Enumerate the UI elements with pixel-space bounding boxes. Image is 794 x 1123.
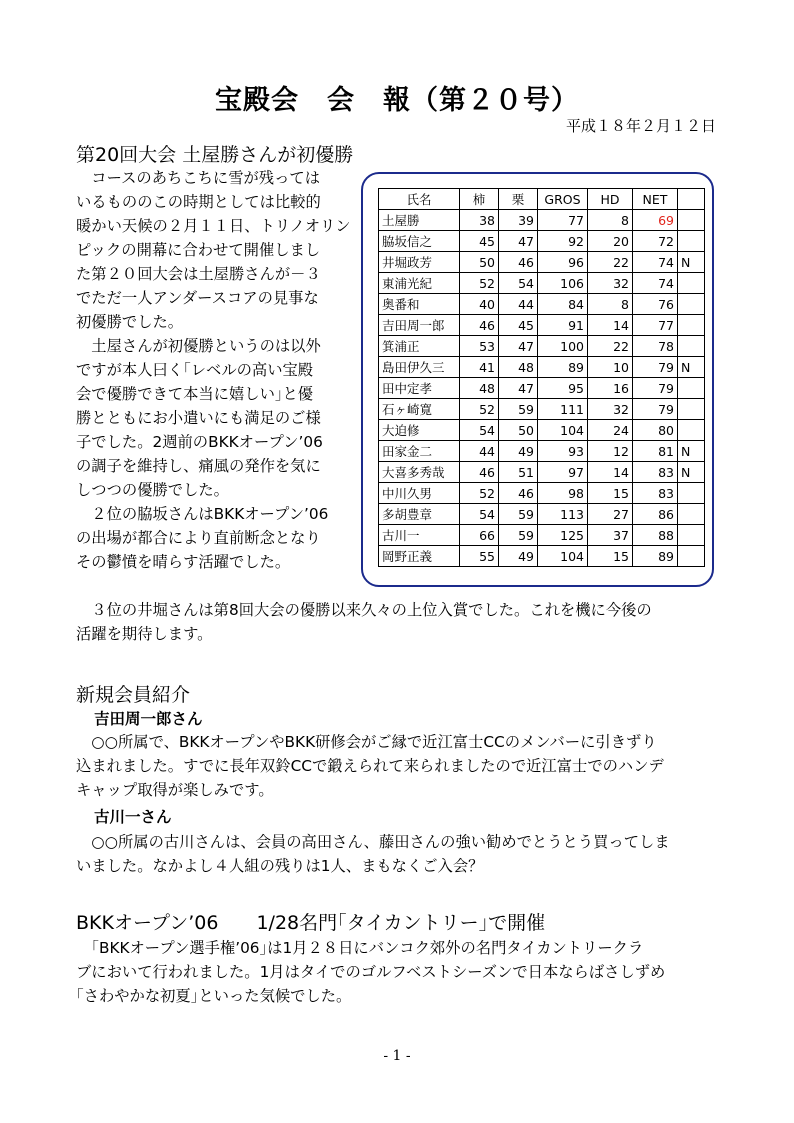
- table-cell: 石ヶ崎寛: [379, 399, 460, 420]
- table-cell: 大喜多秀哉: [379, 462, 460, 483]
- column-header: NET: [633, 189, 678, 210]
- table-row: [379, 399, 705, 420]
- table-cell: 吉田周一郎: [379, 315, 460, 336]
- table-cell: 44: [460, 441, 499, 462]
- table-cell: 98: [538, 483, 588, 504]
- text-line: 初優勝でした。: [76, 313, 184, 331]
- table-cell: 41: [460, 357, 499, 378]
- table-cell: [678, 546, 705, 567]
- table-cell: 95: [538, 378, 588, 399]
- text-line: ｢BKKオープン選手権’06｣は1月２８日にバンコク郊外の名門タイカントリークラ: [76, 939, 644, 957]
- text-line: ３位の井堀さんは第8回大会の優勝以来久々の上位入賞でした。これを機に今後の: [76, 601, 652, 619]
- table-cell: 88: [633, 525, 678, 546]
- table-cell: 46: [499, 483, 538, 504]
- text-line: しつつの優勝でした。: [76, 481, 229, 499]
- table-cell: [678, 399, 705, 420]
- column-header: 氏名: [379, 189, 460, 210]
- text-line: ○○所属で、BKKオープンやBKK研修会がご縁で近江富士CCのメンバーに引きずり: [76, 733, 657, 751]
- table-cell: [678, 525, 705, 546]
- table-cell: 32: [588, 273, 633, 294]
- article3-body: [76, 936, 716, 1008]
- article3-heading: BKKオープン’06 1/28名門｢タイカントリー｣で開催: [76, 912, 546, 934]
- table-cell: 66: [460, 525, 499, 546]
- table-cell: 14: [588, 462, 633, 483]
- table-cell: 93: [538, 441, 588, 462]
- table-cell: 10: [588, 357, 633, 378]
- article1-heading: 第20回大会 土屋勝さんが初優勝: [76, 144, 354, 166]
- table-cell: 12: [588, 441, 633, 462]
- table-cell: 奥番和: [379, 294, 460, 315]
- table-cell: 69: [633, 210, 678, 231]
- table-cell: 79: [633, 399, 678, 420]
- table-cell: N: [678, 441, 705, 462]
- table-cell: 81: [633, 441, 678, 462]
- table-cell: 55: [460, 546, 499, 567]
- table-cell: [678, 420, 705, 441]
- table-cell: 79: [633, 357, 678, 378]
- text-line: の調子を維持し、痛風の発作を気に: [76, 457, 321, 475]
- table-cell: 8: [588, 210, 633, 231]
- column-header: HD: [588, 189, 633, 210]
- table-row: [379, 273, 705, 294]
- table-cell: 51: [499, 462, 538, 483]
- table-cell: 22: [588, 336, 633, 357]
- text-line: ピックの開幕に合わせて開催しまし: [76, 241, 321, 259]
- table-cell: 井堀政芳: [379, 252, 460, 273]
- table-cell: 83: [633, 462, 678, 483]
- column-header: [678, 189, 705, 210]
- table-cell: 59: [499, 504, 538, 525]
- table-cell: 54: [499, 273, 538, 294]
- text-line: キャップ取得が楽しみです。: [76, 781, 274, 799]
- table-row: [379, 357, 705, 378]
- table-cell: 54: [460, 420, 499, 441]
- table-cell: N: [678, 357, 705, 378]
- table-cell: 48: [499, 357, 538, 378]
- text-line: その鬱憤を晴らす活躍でした。: [76, 553, 291, 571]
- table-cell: 多胡豊章: [379, 504, 460, 525]
- table-cell: 125: [538, 525, 588, 546]
- newsletter-title: 宝殿会 会 報（第２０号）: [215, 85, 579, 116]
- table-row: [379, 336, 705, 357]
- text-line: 子でした。2週前のBKKオープン’06: [76, 433, 323, 451]
- table-row: [379, 504, 705, 525]
- table-row: [379, 378, 705, 399]
- table-cell: 97: [538, 462, 588, 483]
- table-cell: 74: [633, 273, 678, 294]
- table-cell: 106: [538, 273, 588, 294]
- table-cell: 83: [633, 483, 678, 504]
- table-cell: [678, 504, 705, 525]
- table-cell: 大迫修: [379, 420, 460, 441]
- table-cell: 77: [633, 315, 678, 336]
- table-cell: [678, 231, 705, 252]
- table-cell: 49: [499, 441, 538, 462]
- text-line: いるもののこの時期としては比較的: [76, 193, 321, 211]
- text-line: ブにおいて行われました。1月はタイでのゴルフベストシーズンで日本ならばさしずめ: [76, 963, 666, 981]
- table-row: [379, 252, 705, 273]
- text-line: ○○所属の古川さんは、会員の高田さん、藤田さんの強い勧めでとうとう買ってしま: [76, 833, 670, 851]
- text-line: いました。なかよし４人組の残りは1人、まもなくご入会？: [76, 857, 484, 875]
- table-row: [379, 231, 705, 252]
- text-line: の出場が都合により直前断念となり: [76, 529, 321, 547]
- table-cell: 113: [538, 504, 588, 525]
- table-row: [379, 441, 705, 462]
- table-cell: 54: [460, 504, 499, 525]
- table-cell: 59: [499, 399, 538, 420]
- table-cell: 80: [633, 420, 678, 441]
- table-cell: 土屋勝: [379, 210, 460, 231]
- table-row: [379, 462, 705, 483]
- text-line: 土屋さんが初優勝というのは以外: [76, 337, 321, 355]
- table-row: [379, 420, 705, 441]
- table-cell: 47: [499, 378, 538, 399]
- table-cell: 39: [499, 210, 538, 231]
- column-header: 栗: [499, 189, 538, 210]
- table-cell: 91: [538, 315, 588, 336]
- text-line: ですが本人曰く｢レベルの高い宝殿: [76, 361, 314, 379]
- table-cell: 40: [460, 294, 499, 315]
- table-cell: 24: [588, 420, 633, 441]
- table-cell: 78: [633, 336, 678, 357]
- table-cell: 16: [588, 378, 633, 399]
- table-cell: 27: [588, 504, 633, 525]
- table-cell: 15: [588, 546, 633, 567]
- table-cell: 111: [538, 399, 588, 420]
- table-cell: [678, 273, 705, 294]
- table-cell: 46: [460, 462, 499, 483]
- table-cell: N: [678, 462, 705, 483]
- results-header-row: [379, 189, 705, 210]
- table-cell: 89: [538, 357, 588, 378]
- table-cell: 48: [460, 378, 499, 399]
- article2-heading: 新規会員紹介: [76, 684, 191, 706]
- text-line: 会で優勝できて本当に嬉しい｣と優: [76, 385, 314, 403]
- table-cell: 52: [460, 273, 499, 294]
- table-cell: 72: [633, 231, 678, 252]
- table-cell: [678, 483, 705, 504]
- text-line: 活躍を期待します。: [76, 625, 213, 643]
- table-cell: 104: [538, 546, 588, 567]
- member-intro: [76, 730, 716, 802]
- page-number: - 1 -: [383, 1048, 411, 1064]
- table-cell: 100: [538, 336, 588, 357]
- table-cell: 岡野正義: [379, 546, 460, 567]
- table-cell: 89: [633, 546, 678, 567]
- table-cell: 50: [460, 252, 499, 273]
- table-cell: 96: [538, 252, 588, 273]
- text-line: た第２０回大会は土屋勝さんが－３: [76, 265, 321, 283]
- table-cell: 8: [588, 294, 633, 315]
- table-cell: 32: [588, 399, 633, 420]
- column-header: GROS: [538, 189, 588, 210]
- table-cell: 44: [499, 294, 538, 315]
- table-cell: 46: [460, 315, 499, 336]
- issue-date: 平成１８年２月１２日: [565, 117, 716, 135]
- table-cell: 52: [460, 399, 499, 420]
- table-cell: 77: [538, 210, 588, 231]
- text-line: 暖かい天候の２月１１日、トリノオリン: [76, 217, 351, 235]
- text-line: ｢さわやかな初夏｣といった気候でした。: [76, 987, 352, 1005]
- table-cell: 45: [460, 231, 499, 252]
- table-cell: 田家金二: [379, 441, 460, 462]
- member-name: 古川一さん: [94, 808, 172, 826]
- results-table: [378, 188, 705, 567]
- table-cell: 76: [633, 294, 678, 315]
- table-cell: 74: [633, 252, 678, 273]
- table-cell: 15: [588, 483, 633, 504]
- table-cell: 38: [460, 210, 499, 231]
- table-cell: 20: [588, 231, 633, 252]
- table-cell: 37: [588, 525, 633, 546]
- table-cell: 47: [499, 231, 538, 252]
- table-cell: 52: [460, 483, 499, 504]
- table-cell: 47: [499, 336, 538, 357]
- table-cell: 田中定孝: [379, 378, 460, 399]
- table-row: [379, 546, 705, 567]
- table-cell: [678, 210, 705, 231]
- table-cell: 箕浦正: [379, 336, 460, 357]
- table-cell: 46: [499, 252, 538, 273]
- table-row: [379, 294, 705, 315]
- text-line: コースのあちこちに雪が残っては: [76, 169, 320, 187]
- table-cell: 島田伊久三: [379, 357, 460, 378]
- table-cell: 84: [538, 294, 588, 315]
- table-cell: 49: [499, 546, 538, 567]
- table-cell: [678, 294, 705, 315]
- text-line: 勝とともにお小遣いにも満足のご様: [76, 409, 321, 427]
- article1-body: [76, 166, 356, 574]
- column-header: 柿: [460, 189, 499, 210]
- table-row: [379, 315, 705, 336]
- table-row: [379, 483, 705, 504]
- table-cell: 104: [538, 420, 588, 441]
- text-line: でただ一人アンダースコアの見事な: [76, 289, 319, 307]
- table-cell: [678, 336, 705, 357]
- table-cell: 14: [588, 315, 633, 336]
- table-cell: 東浦光紀: [379, 273, 460, 294]
- table-cell: 中川久男: [379, 483, 460, 504]
- table-cell: 86: [633, 504, 678, 525]
- text-line: ２位の脇坂さんはBKKオープン’06: [76, 505, 329, 523]
- table-cell: [678, 315, 705, 336]
- table-cell: 92: [538, 231, 588, 252]
- table-cell: 50: [499, 420, 538, 441]
- member-intro: [76, 830, 716, 878]
- table-cell: 古川一: [379, 525, 460, 546]
- table-cell: 79: [633, 378, 678, 399]
- table-cell: 59: [499, 525, 538, 546]
- table-cell: 53: [460, 336, 499, 357]
- article1-tail: [76, 598, 716, 646]
- table-cell: 脇坂信之: [379, 231, 460, 252]
- text-line: 込まれました。すでに長年双鈴CCで鍛えられて来られましたので近江富士でのハンデ: [76, 757, 664, 775]
- table-cell: [678, 378, 705, 399]
- table-row: [379, 525, 705, 546]
- table-cell: 22: [588, 252, 633, 273]
- table-row: [379, 210, 705, 231]
- member-name: 吉田周一郎さん: [94, 710, 203, 728]
- table-cell: 45: [499, 315, 538, 336]
- table-cell: N: [678, 252, 705, 273]
